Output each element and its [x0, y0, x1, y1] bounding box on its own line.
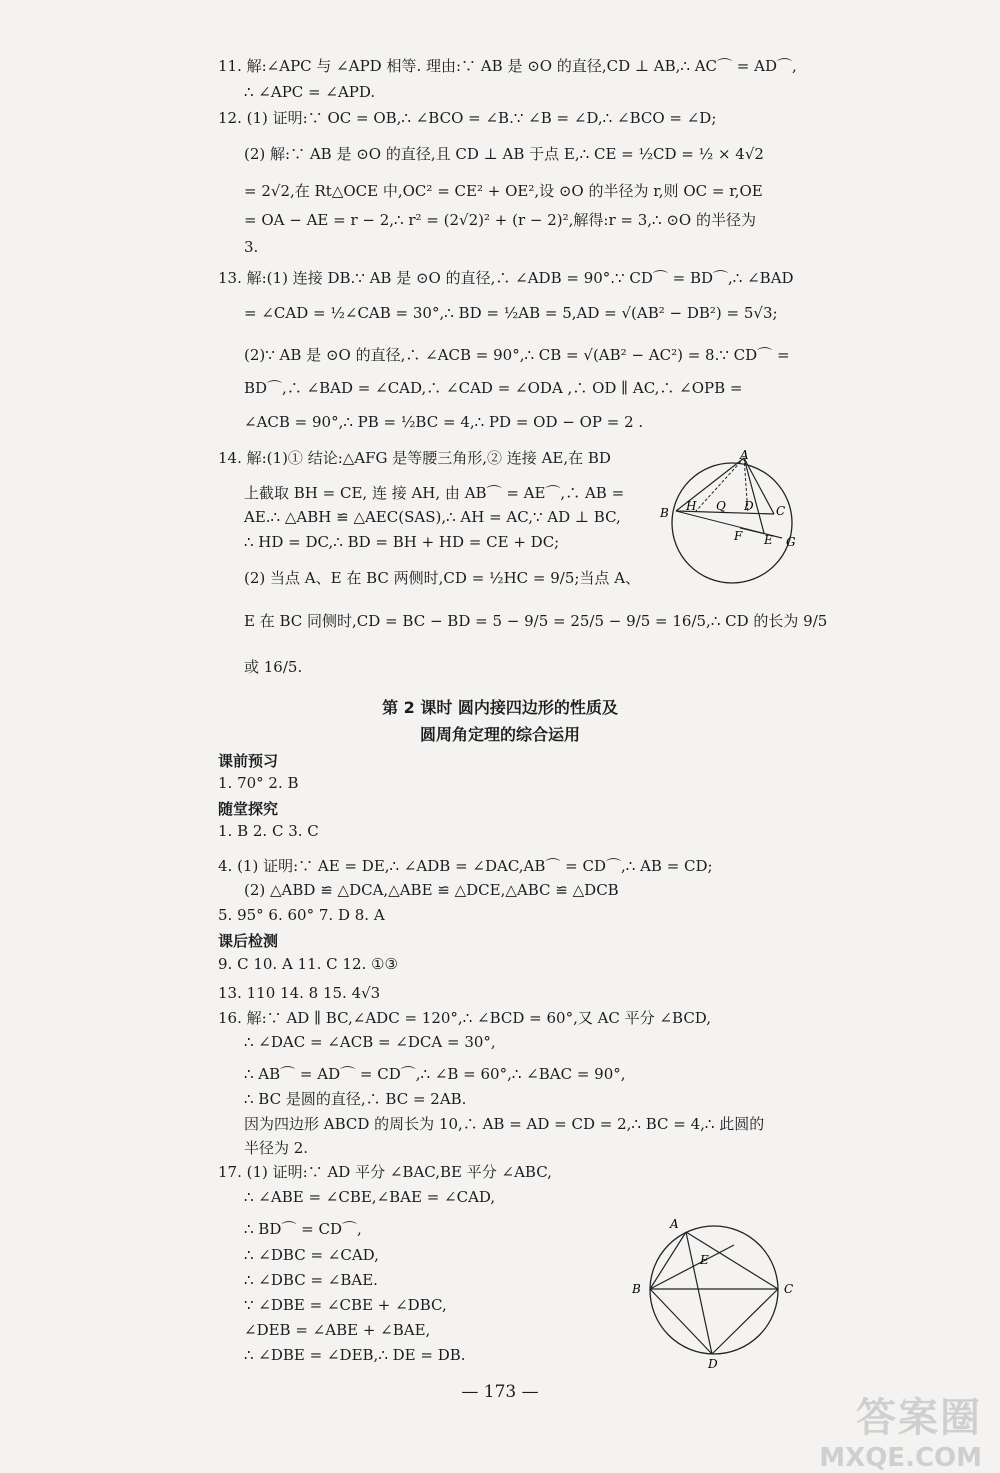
- fig1-label-g: G: [786, 535, 796, 549]
- q17-line-7: ∠DEB = ∠ABE + ∠BAE,: [244, 1321, 431, 1339]
- fig1-label-a: A: [740, 448, 749, 462]
- q14-line-7: 或 16/5.: [244, 658, 303, 676]
- fig1-label-q: Q: [716, 499, 726, 513]
- q17-line-6: ∵ ∠DBE = ∠CBE + ∠DBC,: [244, 1296, 447, 1314]
- q12-line-2: (2) 解:∵ AB 是 ⊙O 的直径,且 CD ⊥ AB 于点 E,∴ CE = ½CD = ½ × 4√2: [244, 145, 764, 163]
- q16-line-2: ∴ ∠DAC = ∠ACB = ∠DCA = 30°,: [244, 1033, 496, 1051]
- fig2-label-c: C: [784, 1282, 794, 1296]
- q12-line-4: = OA − AE = r − 2,∴ r² = (2√2)² + (r − 2)²,解得:r = 3,∴ ⊙O 的半径为: [244, 211, 757, 229]
- q12-line-5: 3.: [244, 238, 259, 256]
- q14-line-2: 上截取 BH = CE, 连 接 AH, 由 AB⌒ = AE⌒,∴ AB =: [244, 484, 625, 502]
- q17-line-1: 17. (1) 证明:∵ AD 平分 ∠BAC,BE 平分 ∠ABC,: [218, 1163, 552, 1181]
- fig1-label-b: B: [660, 506, 669, 520]
- watermark-brand: 答案圈: [856, 1395, 982, 1441]
- fig2-label-a: A: [670, 1217, 679, 1231]
- q13-line-3: (2)∵ AB 是 ⊙O 的直径,∴ ∠ACB = 90°,∴ CB = √(AB² − AC²) = 8.∵ CD⌒ =: [244, 346, 790, 364]
- fig1-label-d: D: [744, 499, 754, 513]
- figure-circle-q14: [652, 448, 802, 598]
- q11-line-2: ∴ ∠APC = ∠APD.: [244, 83, 376, 101]
- watermark: [819, 1386, 982, 1473]
- q11-line-1: 11. 解:∠APC 与 ∠APD 相等. 理由:∵ AB 是 ⊙O 的直径,CD ⊥ AB,∴ AC⌒ = AD⌒,: [218, 57, 797, 75]
- q4-line-2: (2) △ABD ≌ △DCA,△ABE ≌ △DCE,△ABC ≌ △DCB: [244, 881, 619, 899]
- q12-line-1: 12. (1) 证明:∵ OC = OB,∴ ∠BCO = ∠B.∵ ∠B = ∠D,∴ ∠BCO = ∠D;: [218, 109, 717, 127]
- watermark-url: MXQE.COM: [819, 1443, 982, 1473]
- fig1-label-f: F: [734, 529, 743, 543]
- q14-line-6: E 在 BC 同侧时,CD = BC − BD = 5 − 9/5 = 25/5 − 9/5 = 16/5,∴ CD 的长为 9/5: [244, 612, 828, 630]
- q14-line-3: AE.∴ △ABH ≌ △AEC(SAS),∴ AH = AC,∵ AD ⊥ BC,: [244, 508, 621, 526]
- page-number: — 173 —: [461, 1382, 539, 1402]
- q16-line-5: 因为四边形 ABCD 的周长为 10,∴ AB = AD = CD = 2,∴ BC = 4,∴ 此圆的: [244, 1115, 765, 1133]
- q17-line-2: ∴ ∠ABE = ∠CBE,∠BAE = ∠CAD,: [244, 1188, 496, 1206]
- q16-line-6: 半径为 2.: [244, 1139, 309, 1157]
- fig1-label-e: E: [764, 533, 773, 547]
- q16-line-4: ∴ BC 是圆的直径,∴ BC = 2AB.: [244, 1090, 467, 1108]
- q13-line-4: BD⌒,∴ ∠BAD = ∠CAD,∴ ∠CAD = ∠ODA ,∴ OD ∥ AC,∴ ∠OPB =: [244, 379, 743, 397]
- q16-line-3: ∴ AB⌒ = AD⌒ = CD⌒,∴ ∠B = 60°,∴ ∠BAC = 90°,: [244, 1065, 626, 1083]
- q5-8-answers: 5. 95° 6. 60° 7. D 8. A: [218, 906, 385, 924]
- q12-line-3: = 2√2,在 Rt△OCE 中,OC² = CE² + OE²,设 ⊙O 的半径为 r,则 OC = r,OE: [244, 182, 763, 200]
- lesson-title-line-2: 圆周角定理的综合运用: [419, 725, 580, 744]
- q9-12-answers: 9. C 10. A 11. C 12. ①③: [218, 955, 398, 973]
- figure-circle-q17: [626, 1212, 806, 1372]
- q13-line-2: = ∠CAD = ½∠CAB = 30°,∴ BD = ½AB = 5,AD = √(AB² − DB²) = 5√3;: [244, 304, 778, 322]
- preview-answers: 1. 70° 2. B: [218, 774, 299, 792]
- class-answers: 1. B 2. C 3. C: [218, 822, 319, 840]
- q14-line-4: ∴ HD = DC,∴ BD = BH + HD = CE + DC;: [244, 533, 560, 551]
- fig2-label-b: B: [632, 1282, 641, 1296]
- q17-line-3: ∴ BD⌒ = CD⌒,: [244, 1220, 362, 1238]
- section-after: 课后检测: [218, 932, 279, 950]
- q4-line-1: 4. (1) 证明:∵ AE = DE,∴ ∠ADB = ∠DAC,AB⌒ = CD⌒,∴ AB = CD;: [218, 857, 713, 875]
- section-class: 随堂探究: [218, 800, 279, 818]
- q17-line-5: ∴ ∠DBC = ∠BAE.: [244, 1271, 378, 1289]
- q17-line-8: ∴ ∠DBE = ∠DEB,∴ DE = DB.: [244, 1346, 466, 1364]
- fig1-label-h: H: [686, 499, 697, 513]
- q13-15-answers: 13. 110 14. 8 15. 4√3: [218, 984, 381, 1002]
- fig1-label-c: C: [776, 504, 786, 518]
- q16-line-1: 16. 解:∵ AD ∥ BC,∠ADC = 120°,∴ ∠BCD = 60°,又 AC 平分 ∠BCD,: [218, 1009, 712, 1027]
- q14-line-1: 14. 解:(1)① 结论:△AFG 是等腰三角形,② 连接 AE,在 BD: [218, 449, 611, 467]
- lesson-title-line-1: 第 2 课时 圆内接四边形的性质及: [382, 698, 618, 717]
- fig2-label-e: E: [700, 1253, 709, 1267]
- q13-line-1: 13. 解:(1) 连接 DB.∵ AB 是 ⊙O 的直径,∴ ∠ADB = 90°.∵ CD⌒ = BD⌒,∴ ∠BAD: [218, 269, 794, 287]
- q14-line-5: (2) 当点 A、E 在 BC 两侧时,CD = ½HC = 9/5;当点 A、: [244, 569, 641, 587]
- fig2-label-d: D: [708, 1357, 718, 1371]
- q17-line-4: ∴ ∠DBC = ∠CAD,: [244, 1246, 379, 1264]
- q13-line-5: ∠ACB = 90°,∴ PB = ½BC = 4,∴ PD = OD − OP = 2 .: [244, 413, 644, 431]
- section-preview: 课前预习: [218, 752, 279, 770]
